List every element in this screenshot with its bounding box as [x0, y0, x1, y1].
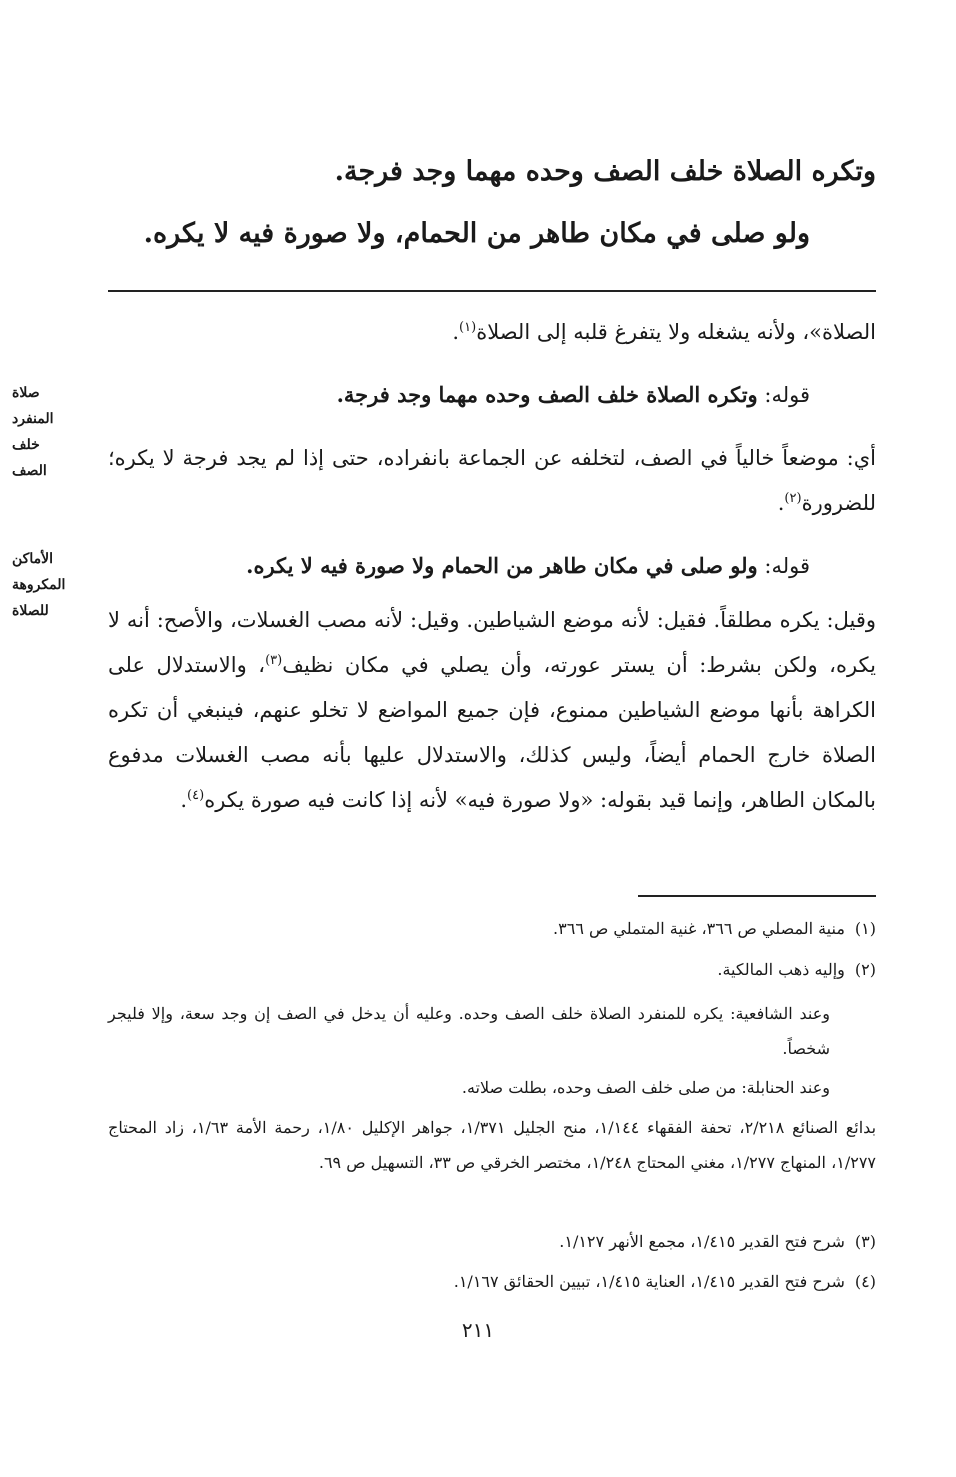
footnote-number: (١) — [854, 919, 876, 938]
commentary-heading-1 — [108, 372, 810, 418]
commentary-heading-3 — [108, 543, 810, 589]
footnote-4 — [108, 1264, 876, 1299]
matn-line-1: وتكره الصلاة خلف الصف وحده مهما وجد فرجة. — [334, 156, 876, 187]
commentary-paragraph-4 — [108, 598, 876, 823]
footnote-text: منية المصلي ص ٣٦٦، غنية المتملي ص ٣٦٦. — [553, 919, 845, 938]
heading-lead: قوله: — [757, 554, 810, 578]
commentary-paragraph-0 — [108, 310, 876, 355]
margin-note-2 — [12, 546, 88, 624]
matn-line-2: ولو صلى في مكان طاهر من الحمام، ولا صورة فيه لا يكره. — [143, 218, 810, 249]
margin-note-line: الأماكن — [12, 551, 53, 567]
commentary-text: الصلاة»، ولأنه يشغله ولا يتفرغ قلبه إلى الصلاة — [476, 320, 876, 344]
heading-lead: قوله: — [757, 383, 810, 407]
commentary-text: . — [777, 491, 785, 515]
footnote-text: وإليه ذهب المالكية. — [717, 960, 845, 979]
separator-rule — [108, 290, 876, 292]
commentary-text: ، والاستدلال على الكراهة بأنها موضع الشياطين ممنوع، فإن جميع المواضع لا تخلو عنهم، فينبغي أن تكره الصلاة خارج الحمام أيضاً، وليس كذلك، والاستدلال عليها بأنه مصب الغسلات مدفوع بالمكان الطاهر، وإنما قيد بقوله: «ولا صورة فيه» لأنه إذا كانت فيه صورة يكره — [108, 653, 876, 812]
footnote-separator — [638, 895, 876, 897]
footnote-text: شرح فتح القدير ١/٤١٥، العناية ١/٤١٥، تبيين الحقائق ١/١٦٧. — [453, 1272, 845, 1291]
footnote-2-hanbali: وعند الحنابلة: من صلى خلف الصف وحده، بطلت صلاته. — [461, 1078, 830, 1097]
footnote-ref: (٣) — [265, 653, 283, 668]
footnote-number: (٤) — [854, 1272, 876, 1291]
footnote-3 — [108, 1224, 876, 1259]
footnote-ref: (٢) — [784, 491, 802, 506]
commentary-text: . — [180, 788, 188, 812]
margin-note-line: المكروهة — [12, 577, 66, 593]
heading-quote: وتكره الصلاة خلف الصف وحده مهما وجد فرجة. — [336, 382, 758, 407]
footnote-number: (٢) — [854, 960, 876, 979]
commentary-text: أي: موضعاً خالياً في الصف، لتخلفه عن الجماعة بانفراده، حتى إذا لم يجد فرجة لا يكره؛ للضرورة — [108, 446, 876, 515]
margin-note-line: الصف — [12, 463, 47, 479]
footnote-ref: (١) — [459, 320, 477, 335]
page-number: ٢١١ — [461, 1318, 495, 1342]
margin-note-line: صلاة — [12, 385, 40, 401]
heading-quote: ولو صلى في مكان طاهر من الحمام ولا صورة فيه لا يكره. — [246, 553, 758, 578]
margin-note-line: خلف — [12, 437, 40, 453]
margin-note-1 — [12, 380, 88, 484]
footnote-1 — [108, 911, 876, 946]
footnote-2-sources: بدائع الصنائع ٢/٢١٨، تحفة الفقهاء ١/١٤٤، منح الجليل ١/٣٧١، جواهر الإكليل ١/٨٠، رحمة الأمة ١/٦٣، زاد المحتاج ١/٢٧٧، المنهاج ١/٢٧٧، مغني المحتاج ١/٢٤٨، مختصر الخرقي ص ٣٣، التسهيل ص ٦٩. — [108, 1118, 877, 1172]
footnote-text: شرح فتح القدير ١/٤١٥، مجمع الأنهر ١/١٢٧. — [559, 1232, 845, 1251]
footnote-2-shafii: وعند الشافعية: يكره للمنفرد الصلاة خلف الصف وحده. وعليه أن يدخل في الصف إن وجد سعة، وإلا فليجر شخصاً. — [108, 1004, 830, 1058]
footnote-2 — [108, 952, 876, 987]
commentary-text: وقيل: يكره مطلقاً. فقيل: لأنه موضع الشياطين. وقيل: لأنه مصب الغسلات، والأصح: أنه لا يكره، ولكن بشرط: أن يستر عورته، وأن يصلي في مكان نظيف — [108, 608, 876, 677]
margin-note-line: للصلاة — [12, 603, 49, 619]
footnote-number: (٣) — [854, 1232, 876, 1251]
commentary-paragraph-2 — [108, 436, 876, 526]
footnote-ref: (٤) — [187, 788, 205, 803]
margin-note-line: المنفرد — [12, 411, 54, 427]
commentary-text: . — [452, 320, 460, 344]
